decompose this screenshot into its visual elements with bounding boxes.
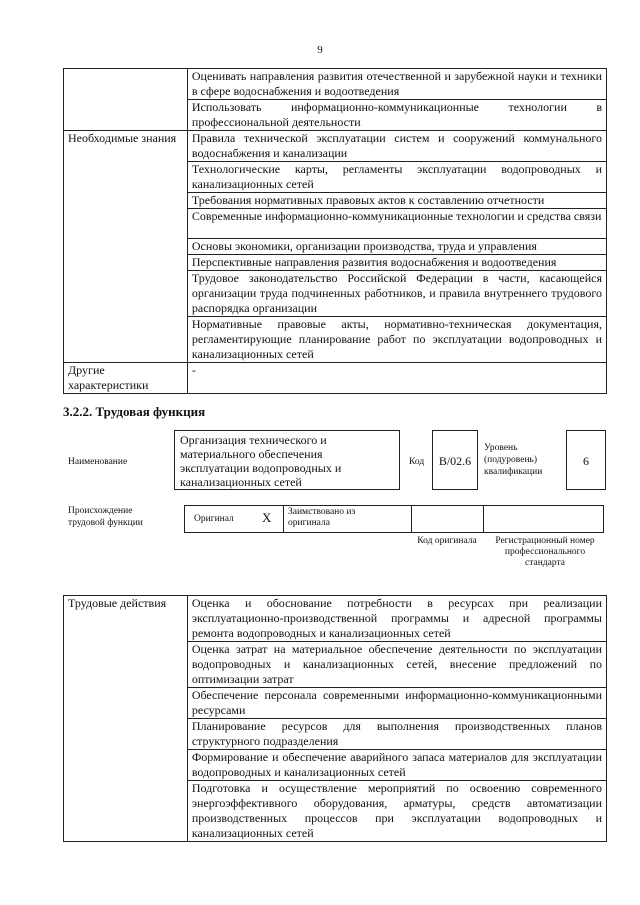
table-cell: Перспективные направления развития водоснабжения и водоотведения <box>187 255 606 271</box>
table-cell: Нормативные правовые акты, нормативно-техническая документация, регламентирующие планирование работ по эксплуатации водопроводных и канализационных сетей <box>187 317 606 363</box>
name-label: Наименование <box>68 457 128 467</box>
origin-divider-1 <box>283 505 284 533</box>
table-cell: Планирование ресурсов для выполнения производственных планов структурного подразделения <box>187 719 606 750</box>
table-cell: Современные информационно-коммуникационные технологии и средства связи <box>187 209 606 239</box>
level-value: 6 <box>583 454 589 468</box>
row-label-actions: Трудовые действия <box>64 596 188 842</box>
table-cell: Оценка и обоснование потребности в ресурсах при реализации эксплуатационно-производственной программы и адресной программы ремонта водопроводных и канализационных сетей <box>187 596 606 642</box>
table-cell: Формирование и обеспечение аварийного запаса материалов для эксплуатации водопроводных и канализационных сетей <box>187 750 606 781</box>
code-original-caption: Код оригинала <box>417 536 477 546</box>
original-label: Оригинал <box>194 514 234 524</box>
level-label: Уровень (подуровень) квалификации <box>484 443 543 477</box>
table-cell: Оценка затрат на материальное обеспечение деятельности по эксплуатации водопроводных и канализационных сетей, внесение предложений по оптимизации затрат <box>187 642 606 688</box>
row-label <box>64 69 188 131</box>
table-row <box>64 131 607 162</box>
level-value-box <box>566 430 606 490</box>
code-value: B/02.6 <box>438 454 472 468</box>
name-value-box <box>174 430 400 490</box>
borrowed-label: Заимствовано из оригинала <box>288 507 356 528</box>
row-label-knowledge: Необходимые знания <box>64 131 188 363</box>
labor-actions-table <box>63 595 607 842</box>
table-cell: Трудовое законодательство Российской Федерации в части, касающейся организации труда подчиненных работников, и правила внутреннего трудового распорядка организации <box>187 271 606 317</box>
section-title: 3.2.2. Трудовая функция <box>63 404 206 419</box>
table-row <box>64 596 607 642</box>
row-label-other: Другие характеристики <box>64 363 188 394</box>
code-label: Код <box>409 457 425 467</box>
table-row <box>64 69 607 100</box>
table-cell: Оценивать направления развития отечественной и зарубежной науки и техники в сфере водоснабжения и водоотведения <box>187 69 606 100</box>
table-cell: Обеспечение персонала современными информационно-коммуникационными ресурсами <box>187 688 606 719</box>
table-cell: Правила технической эксплуатации систем и сооружений коммунального водоснабжения и канализации <box>187 131 606 162</box>
skills-knowledge-table <box>63 68 607 394</box>
table-cell: - <box>187 363 606 394</box>
origin-divider-2 <box>411 505 412 533</box>
table-cell: Подготовка и осуществление мероприятий по освоению современного энергоэффективного оборудования, арматуры, средств автоматизации производственных процессов при эксплуатации водопроводных и канализационных сетей <box>187 781 606 842</box>
origin-divider-3 <box>483 505 484 533</box>
table-cell: Технологические карты, регламенты эксплуатации водопроводных и канализационных сетей <box>187 162 606 193</box>
origin-label: Происхождение трудовой функции <box>68 506 143 528</box>
table-row <box>64 363 607 394</box>
name-value: Организация технического и материального обеспечения эксплуатации водопроводных и канализационных сетей <box>180 433 342 489</box>
table-cell: Требования нормативных правовых актов к составлению отчетности <box>187 193 606 209</box>
table-cell: Основы экономики, организации производства, труда и управления <box>187 239 606 255</box>
table-cell: Использовать информационно-коммуникационные технологии в профессиональной деятельности <box>187 100 606 131</box>
page-number: 9 <box>317 44 323 56</box>
original-mark: X <box>262 510 272 525</box>
code-value-box <box>432 430 478 490</box>
reg-number-caption: Регистрационный номер профессионального стандарта <box>495 536 595 568</box>
